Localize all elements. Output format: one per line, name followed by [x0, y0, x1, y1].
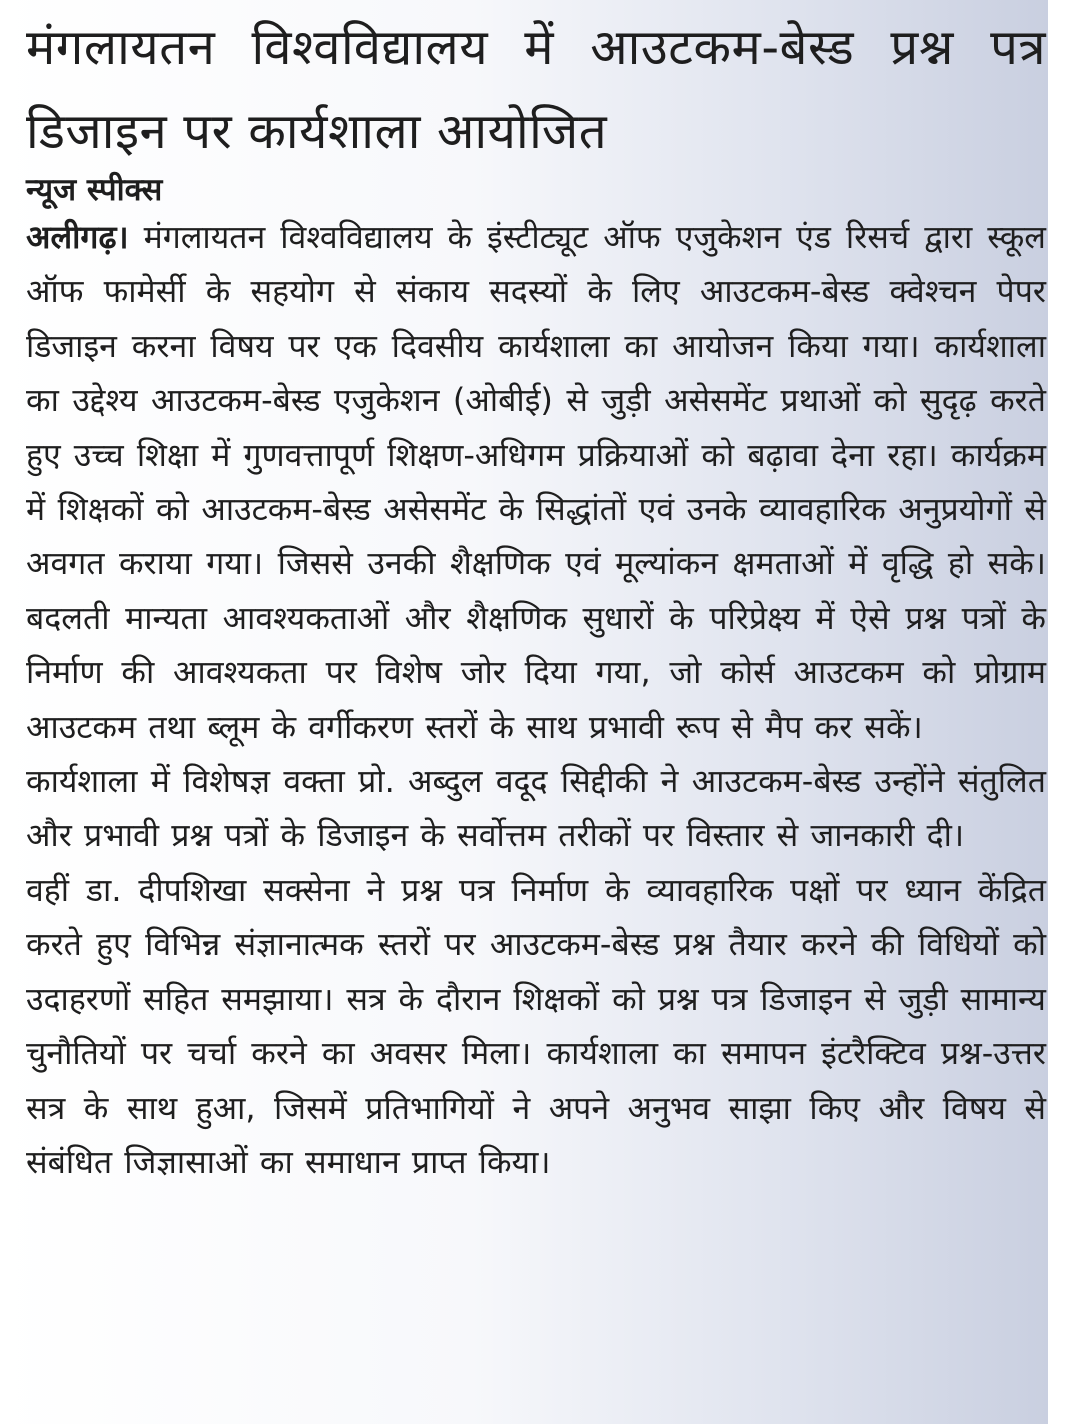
byline: न्यूज स्पीक्स: [26, 172, 163, 208]
article-paragraph-2: कार्यशाला में विशेषज्ञ वक्ता प्रो. अब्दुल वदूद सिद्दीकी ने आउटकम-बेस्ड उन्होंने संतुलित और प्रभावी प्रश्न पत्रों के डिजाइन के सर्वोत्तम तरीकों पर विस्तार से जानकारी दी।: [26, 762, 1046, 855]
article-paragraph-1: [26, 210, 1046, 754]
paragraph-1-text: मंगलायतन विश्वविद्यालय के इंस्टीट्यूट ऑफ एजुकेशन एंड रिसर्च द्वारा स्कूल ऑफ फामेर्सी के सहयोग से संकाय सदस्यों के लिए आउटकम-बेस्ड क्वेश्चन पेपर डिजाइन करना विषय पर एक दिवसीय कार्यशाला का आयोजन किया गया। कार्यशाला का उद्देश्य आउटकम-बेस्ड एजुकेशन (ओबीई) से जुड़ी असेसमेंट प्रथाओं को सुदृढ़ करते हुए उच्च शिक्षा में गुणवत्तापूर्ण शिक्षण-अधिगम प्रक्रियाओं को बढ़ावा देना रहा। कार्यक्रम में शिक्षकों को आउटकम-बेस्ड असेसमेंट के सिद्धांतों एवं उनके व्यावहारिक अनुप्रयोगों से अवगत कराया गया। जिससे उनकी शैक्षणिक एवं मूल्यांकन क्षमताओं में वृद्धि हो सके। बदलती मान्यता आवश्यकताओं और शैक्षणिक सुधारों के परिप्रेक्ष्य में ऐसे प्रश्न पत्रों के निर्माण की आवश्यकता पर विशेष जोर दिया गया, जो कोर्स आउटकम को प्रोग्राम आउटकम तथा ब्लूम के वर्गीकरण स्तरों के साथ प्रभावी रूप से मैप कर सकें।: [26, 218, 1046, 746]
headline: मंगलायतन विश्वविद्यालय में आउटकम-बेस्ड प्रश्न पत्र डिजाइन पर कार्यशाला आयोजित: [26, 19, 1046, 160]
article-paragraph-3: वहीं डा. दीपशिखा सक्सेना ने प्रश्न पत्र निर्माण के व्यावहारिक पक्षों पर ध्यान केंद्रित करते हुए विभिन्न संज्ञानात्मक स्तरों पर आउटकम-बेस्ड प्रश्न तैयार करने की विधियों को उदाहरणों सहित समझाया। सत्र के दौरान शिक्षकों को प्रश्न पत्र डिजाइन से जुड़ी सामान्य चुनौतियों पर चर्चा करने का अवसर मिला। कार्यशाला का समापन इंटरैक्टिव प्रश्न-उत्तर सत्र के साथ हुआ, जिसमें प्रतिभागियों ने अपने अनुभव साझा किए और विषय से संबंधित जिज्ञासाओं का समाधान प्राप्त किया।: [26, 870, 1046, 1181]
dateline: अलीगढ़।: [26, 218, 129, 256]
news-article: [26, 6, 1046, 1189]
